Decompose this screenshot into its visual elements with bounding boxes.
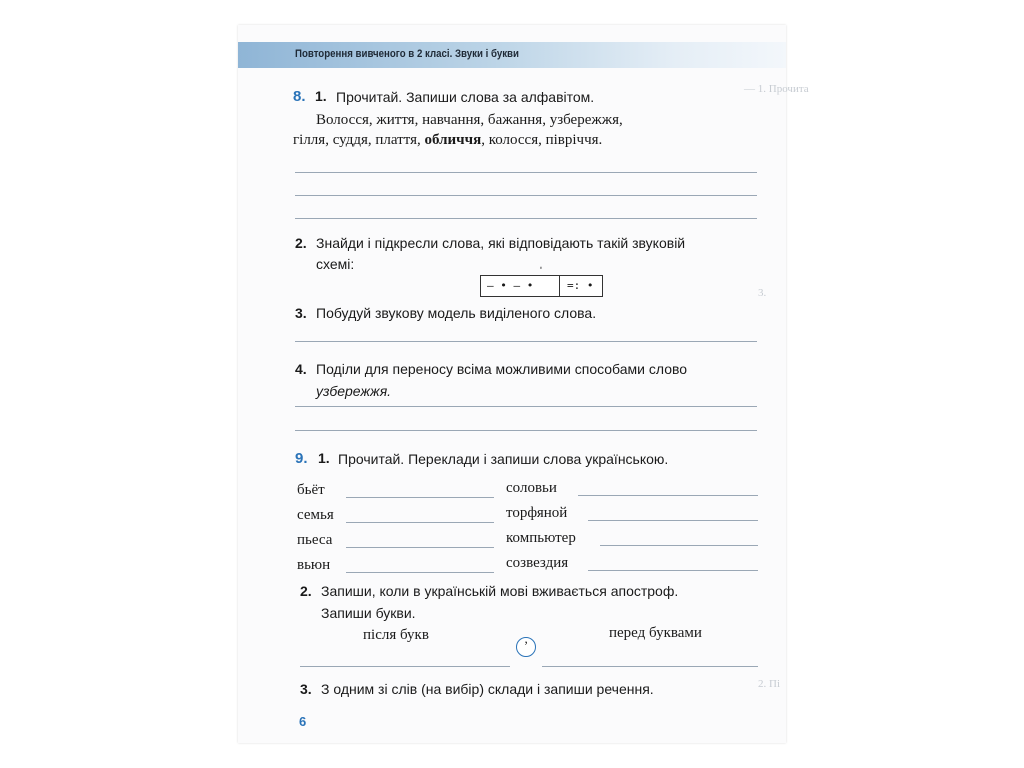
task-8-2-instruction-line1: Знайди і підкресли слова, які відповідають такій звуковій — [316, 235, 686, 251]
word-right: компьютер — [506, 530, 576, 546]
word-left: бьёт — [297, 482, 325, 498]
task-8-4-instruction-line1: Поділи для переносу всіма можливими способами слово — [316, 361, 688, 377]
task-8-1-number: 1. — [315, 88, 327, 104]
task-9-2-instruction-line1: Запиши, коли в українській мові вживається апостроф. — [321, 583, 679, 599]
task-8-2-instruction-line2: схемі: — [316, 256, 355, 272]
schema-right-part: =: • — [567, 279, 594, 292]
task-8-2-number: 2. — [295, 235, 307, 251]
task-8-4-number: 4. — [295, 361, 307, 377]
page-number: 6 — [299, 714, 307, 729]
workbook-page — [238, 25, 809, 743]
before-letters-label: перед буквами — [609, 625, 702, 641]
answer-line[interactable] — [295, 341, 757, 342]
bleed-through-text: 3. — [758, 287, 767, 299]
task-8-4-word: узбережжя. — [316, 383, 392, 399]
task-9-number: 9. — [295, 450, 308, 467]
answer-line[interactable] — [295, 406, 757, 407]
word-right: соловьи — [506, 480, 557, 496]
answer-line[interactable] — [588, 520, 758, 521]
schema-left-part: — • — • — [487, 279, 534, 292]
task-8-1-words-line1: Волосся, життя, навчання, бажання, узбережжя, — [316, 112, 623, 128]
words-text: , колосся, півріччя. — [481, 132, 603, 148]
task-9-3-number: 3. — [300, 681, 312, 697]
answer-line[interactable] — [295, 218, 757, 219]
stress-mark: ʹ — [540, 266, 542, 277]
word-right: созвездия — [506, 555, 569, 571]
task-8-3-instruction: Побудуй звукову модель виділеного слова. — [316, 305, 597, 321]
answer-line[interactable] — [588, 570, 758, 571]
schema-divider — [559, 276, 560, 296]
bleed-through-text: 2. Пі — [758, 678, 780, 690]
task-9-1-number: 1. — [318, 450, 330, 466]
answer-line[interactable] — [295, 195, 757, 196]
answer-line[interactable] — [578, 495, 758, 496]
word-left: пьеса — [297, 532, 333, 548]
task-9-2-number: 2. — [300, 583, 312, 599]
task-9-2-instruction-line2: Запиши букви. — [321, 605, 416, 621]
word-left: вьюн — [297, 557, 331, 573]
answer-line[interactable] — [300, 666, 510, 667]
task-9-1-instruction: Прочитай. Переклади і запиши слова українською. — [338, 451, 669, 467]
task-8-number: 8. — [293, 88, 306, 105]
sound-schema — [480, 275, 603, 297]
bleed-through-text: — 1. Прочита — [744, 83, 809, 95]
word-left: семья — [297, 507, 334, 523]
task-8-1-words-line2 — [293, 132, 602, 149]
answer-line[interactable] — [542, 666, 758, 667]
highlighted-word: обличчя — [424, 132, 482, 148]
after-letters-label: після букв — [363, 627, 429, 643]
task-8-1-instruction: Прочитай. Запиши слова за алфавітом. — [336, 89, 595, 105]
answer-line[interactable] — [346, 522, 494, 523]
answer-line[interactable] — [600, 545, 758, 546]
apostrophe-icon: ’ — [516, 637, 536, 657]
words-text: гілля, суддя, плаття, — [293, 132, 425, 148]
task-9-3-instruction: З одним зі слів (на вибір) склади і запиши речення. — [321, 681, 654, 697]
answer-line[interactable] — [346, 497, 494, 498]
answer-line[interactable] — [346, 547, 494, 548]
page-header-title: Повторення вивченого в 2 класі. Звуки і букви — [295, 48, 519, 60]
answer-line[interactable] — [346, 572, 494, 573]
answer-line[interactable] — [295, 172, 757, 173]
task-8-3-number: 3. — [295, 305, 307, 321]
answer-line[interactable] — [295, 430, 757, 431]
word-right: торфяной — [506, 505, 568, 521]
